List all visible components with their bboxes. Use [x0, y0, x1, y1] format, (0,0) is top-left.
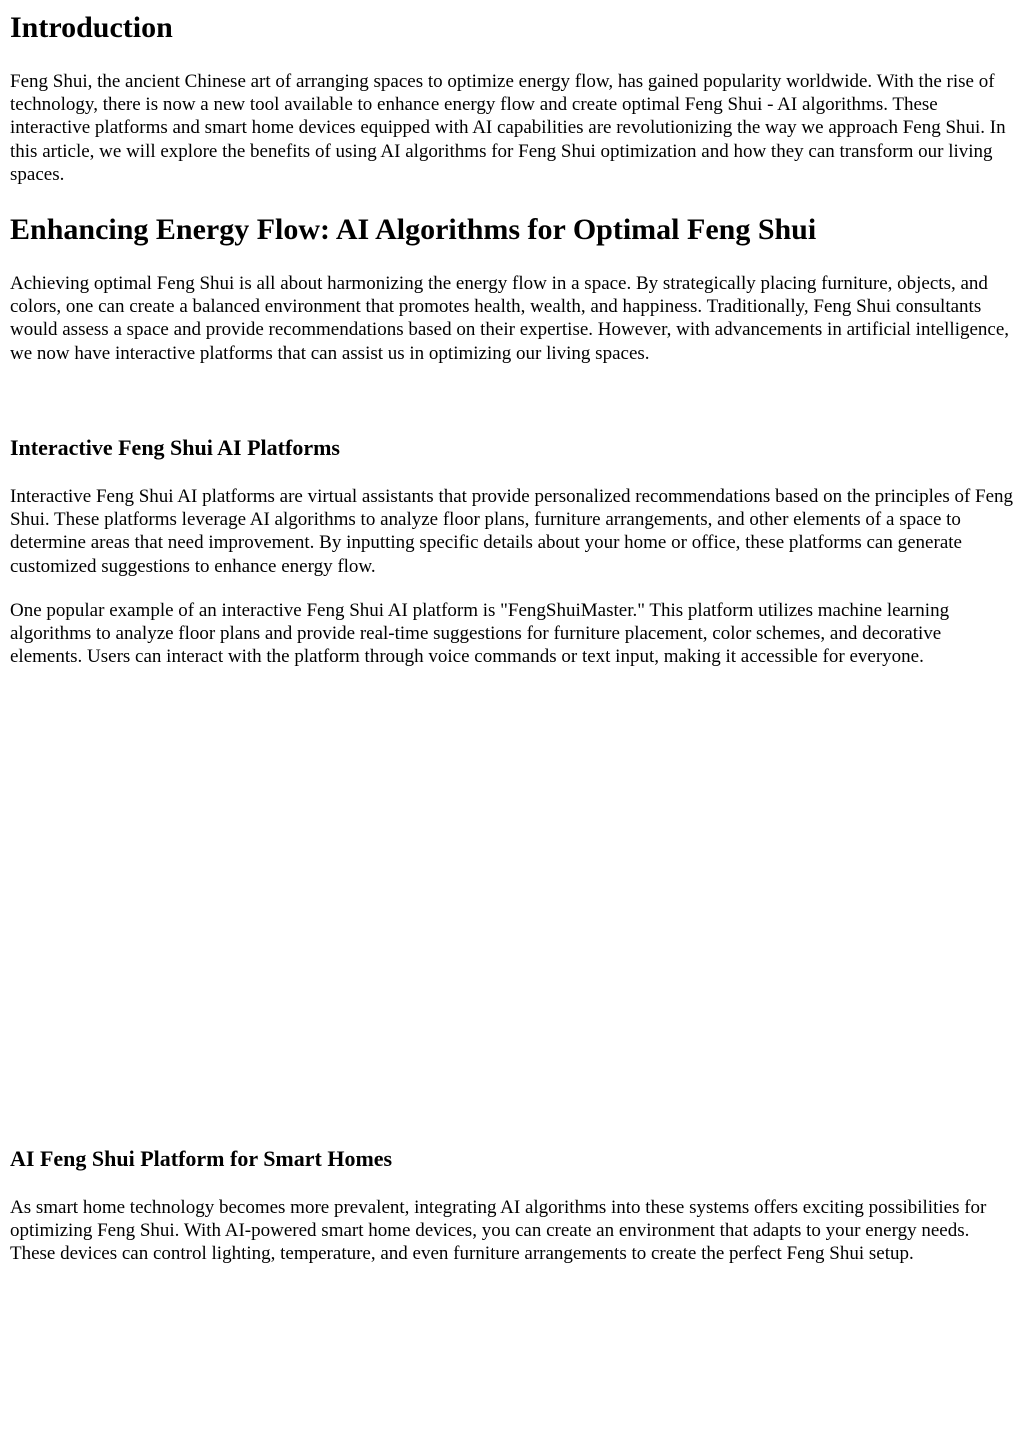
paragraph-smart-homes: As smart home technology becomes more prevalent, integrating AI algorithms into these systems offers exciting possibilities for optimizing Feng Shui. With AI-powered smart home devices, you can create an environment that adapts to your energy needs. These devices can control lighting, temperature, and even furniture arrangements to create the perfect Feng Shui setup. [10, 1197, 987, 1265]
heading-enhancing-energy-flow: Enhancing Energy Flow: AI Algorithms for Optimal Feng Shui [10, 213, 817, 246]
paragraph-interactive-platforms-2: One popular example of an interactive Feng Shui AI platform is "FengShuiMaster." This platform utilizes machine learning algorithms to analyze floor plans and provide real-time suggestions for furniture placement, color schemes, and decorative elements. Users can interact with the platform through voice commands or text input, making it accessible for everyone. [10, 600, 950, 668]
heading-smart-homes: AI Feng Shui Platform for Smart Homes [10, 1146, 393, 1171]
paragraph-interactive-platforms-1: Interactive Feng Shui AI platforms are virtual assistants that provide personalized recommendations based on the principles of Feng Shui. These platforms leverage AI algorithms to analyze floor plans, furniture arrangements, and other elements of a space to determine areas that need improvement. By inputting specific details about your home or office, these platforms can generate customized suggestions to enhance energy flow. [10, 486, 1014, 577]
heading-interactive-platforms: Interactive Feng Shui AI Platforms [10, 435, 340, 460]
heading-introduction: Introduction [10, 11, 173, 44]
paragraph-enhancing-energy-flow: Achieving optimal Feng Shui is all about harmonizing the energy flow in a space. By strategically placing furniture, objects, and colors, one can create a balanced environment that promotes health, wealth, and happiness. Traditionally, Feng Shui consultants would assess a space and provide recommendations based on their expertise. However, with advancements in artificial intelligence, we now have interactive platforms that can assist us in optimizing our living spaces. [10, 273, 1010, 364]
paragraph-introduction: Feng Shui, the ancient Chinese art of arranging spaces to optimize energy flow, has gained popularity worldwide. With the rise of technology, there is now a new tool available to enhance energy flow and create optimal Feng Shui - AI algorithms. These interactive platforms and smart home devices equipped with AI capabilities are revolutionizing the way we approach Feng Shui. In this article, we will explore the benefits of using AI algorithms for Feng Shui optimization and how they can transform our living spaces. [10, 71, 1006, 185]
